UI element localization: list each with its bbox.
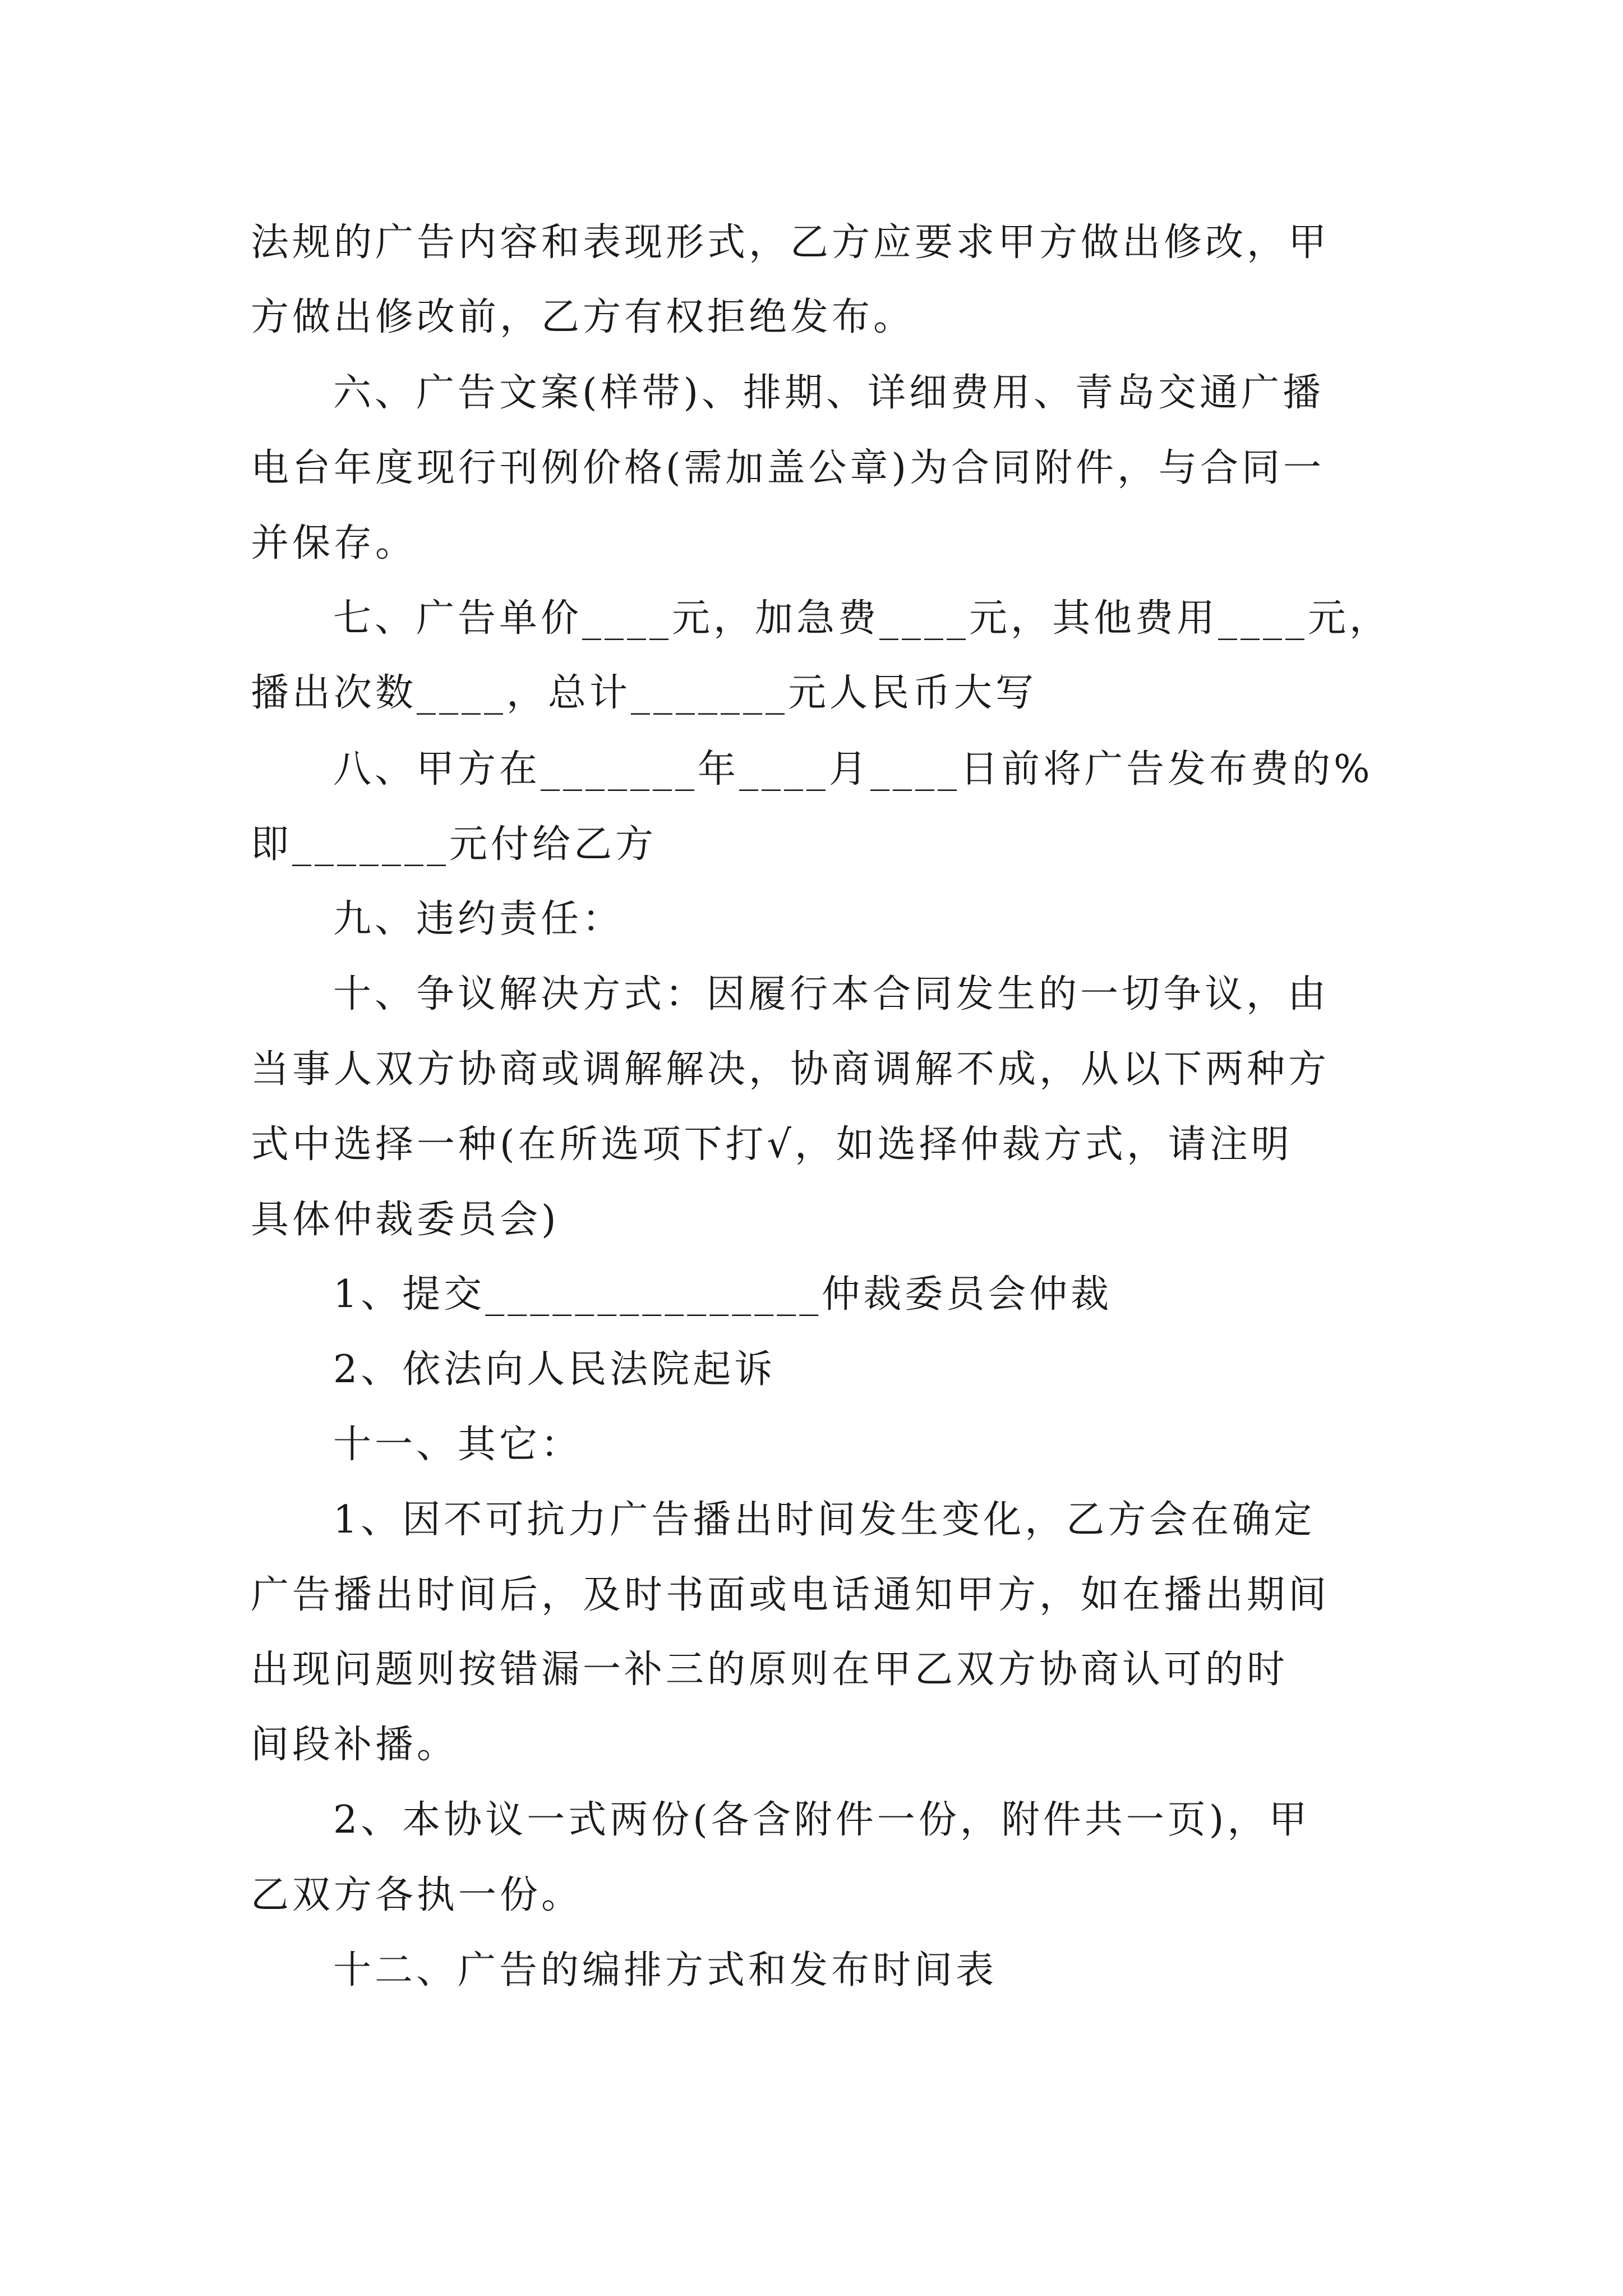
paragraph-12: 十二、广告的编排方式和发布时间表 bbox=[333, 1948, 998, 1993]
text-line: 方做出修改前，乙方有权拒绝发布。 bbox=[251, 295, 915, 339]
paragraph-10: 十、争议解决方式：因履行本合同发生的一切争议，由 bbox=[333, 972, 1330, 1016]
text-line: 具体仲裁委员会) bbox=[251, 1198, 560, 1242]
paragraph-7: 七、广告单价____元，加急费____元，其他费用____元， bbox=[333, 596, 1391, 641]
option-1: 1、提交_______________仲裁委员会仲裁 bbox=[333, 1272, 1113, 1317]
clause-11-1: 1、因不可抗力广告播出时间发生变化，乙方会在确定 bbox=[333, 1498, 1316, 1542]
text-line: 广告播出时间后，及时书面或电话通知甲方，如在播出期间 bbox=[251, 1573, 1330, 1617]
text-line: 并保存。 bbox=[251, 521, 417, 565]
text-line: 法规的广告内容和表现形式，乙方应要求甲方做出修改，甲 bbox=[251, 220, 1330, 265]
text-line: 播出次数____，总计_______元人民币大写 bbox=[251, 671, 1038, 715]
text-line: 出现问题则按错漏一补三的原则在甲乙双方协商认可的时 bbox=[251, 1648, 1289, 1692]
text-line: 即_______元付给乙方 bbox=[251, 822, 657, 867]
text-line: 电台年度现行刊例价格(需加盖公章)为合同附件，与合同一 bbox=[251, 446, 1325, 490]
paragraph-6: 六、广告文案(样带)、排期、详细费用、青岛交通广播 bbox=[333, 371, 1325, 415]
text-line: 式中选择一种(在所选项下打√，如选择仲裁方式，请注明 bbox=[251, 1122, 1293, 1167]
text-line: 间段补播。 bbox=[251, 1723, 459, 1767]
text-line: 乙双方各执一份。 bbox=[251, 1873, 583, 1917]
paragraph-8: 八、甲方在_______年____月____日前将广告发布费的% bbox=[333, 747, 1373, 792]
paragraph-11: 十一、其它： bbox=[333, 1423, 583, 1467]
paragraph-9: 九、违约责任： bbox=[333, 897, 624, 941]
option-2: 2、依法向人民法院起诉 bbox=[333, 1347, 776, 1392]
text-line: 当事人双方协商或调解解决，协商调解不成，从以下两种方 bbox=[251, 1047, 1330, 1092]
clause-11-2: 2、本协议一式两份(各含附件一份，附件共一页)，甲 bbox=[333, 1798, 1311, 1842]
